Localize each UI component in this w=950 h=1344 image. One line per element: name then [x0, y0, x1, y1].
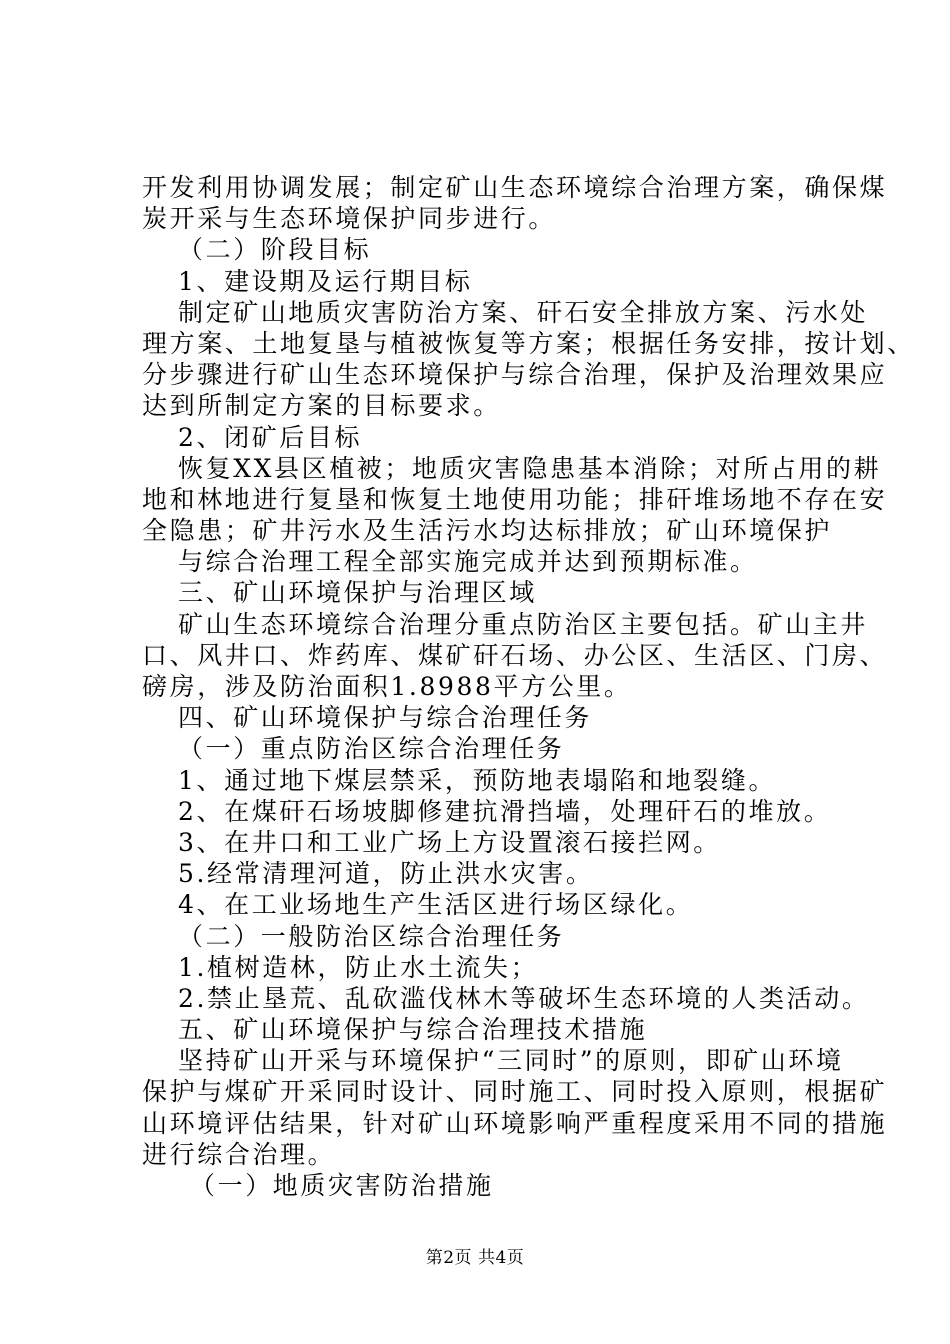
text-line: 矿山生态环境综合治理分重点防治区主要包括。矿山主井 — [178, 609, 869, 639]
text-line: 分步骤进行矿山生态环境保护与综合治理，保护及治理效果应 — [142, 360, 888, 390]
text-line: 1.植树造林，防止水土流失； — [178, 952, 539, 982]
text-line: 2、在煤矸石场坡脚修建抗滑挡墙，处理矸石的堆放。 — [178, 796, 832, 826]
text-line: （二）一般防治区综合治理任务 — [178, 921, 565, 951]
text-line: 保护与煤矿开采同时设计、同时施工、同时投入原则，根据矿 — [142, 1077, 888, 1107]
text-line: 山环境评估结果，针对矿山环境影响严重程度采用不同的措施 — [142, 1108, 888, 1138]
text-line: 恢复XX县区植被；地质灾害隐患基本消除；对所占用的耕 — [178, 453, 882, 483]
text-line: 磅房，涉及防治面积1.8988平方公里。 — [142, 672, 632, 701]
text-line: 达到所制定方案的目标要求。 — [142, 391, 501, 421]
text-line: 1、建设期及运行期目标 — [178, 266, 473, 296]
text-line: 与综合治理工程全部实施完成并达到预期标准。 — [178, 547, 758, 577]
text-line: （一）地质灾害防治措施 — [190, 1171, 494, 1200]
text-line: 口、风井口、炸药库、煤矿矸石场、办公区、生活区、门房、 — [142, 640, 888, 670]
text-line: 2、闭矿后目标 — [178, 422, 363, 452]
text-line: 理方案、土地复垦与植被恢复等方案；根据任务安排，按计划、 — [142, 328, 915, 358]
document-body — [142, 172, 915, 1201]
text-line: （二）阶段目标 — [178, 235, 372, 265]
text-line: 五、矿山环境保护与综合治理技术措施 — [178, 1015, 648, 1045]
text-line: 全隐患；矿井污水及生活污水均达标排放；矿山环境保护 — [142, 516, 833, 546]
text-line: 5.经常清理河道，防止洪水灾害。 — [178, 859, 594, 889]
text-line: 坚持矿山开采与环境保护“三同时”的原则，即矿山环境 — [178, 1046, 844, 1076]
text-line: 3、在井口和工业广场上方设置滚石接拦网。 — [178, 827, 721, 857]
text-line: 四、矿山环境保护与综合治理任务 — [178, 703, 593, 733]
text-line: 开发利用协调发展；制定矿山生态环境综合治理方案，确保煤 — [142, 173, 888, 202]
text-line: 2.禁止垦荒、乱砍滥伐林木等破坏生态环境的人类活动。 — [178, 983, 870, 1013]
text-line: 三、矿山环境保护与治理区域 — [178, 578, 537, 608]
text-line: 4、在工业场地生产生活区进行场区绿化。 — [178, 890, 694, 920]
text-line: 1、通过地下煤层禁采，预防地表塌陷和地裂缝。 — [178, 765, 777, 795]
text-line: 制定矿山地质灾害防治方案、矸石安全排放方案、污水处 — [178, 297, 869, 327]
text-line: （一）重点防治区综合治理任务 — [178, 734, 565, 764]
page-footer: 第2页 共4页 — [425, 1248, 525, 1268]
text-line: 炭开采与生态环境保护同步进行。 — [142, 204, 557, 234]
text-line: 地和林地进行复垦和恢复土地使用功能；排矸堆场地不存在安 — [142, 484, 888, 514]
text-line: 进行综合治理。 — [142, 1139, 336, 1169]
